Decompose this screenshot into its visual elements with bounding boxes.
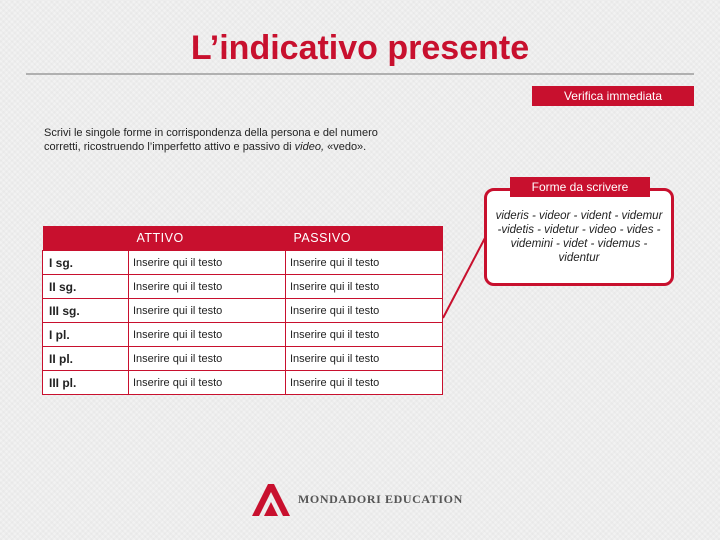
verifica-immediata-badge: Verifica immediata — [532, 86, 694, 106]
header-person — [43, 226, 129, 251]
logo-text: MONDADORI EDUCATION — [298, 492, 463, 506]
person-label: II sg. — [43, 275, 129, 299]
person-label: III sg. — [43, 299, 129, 323]
footer-logo — [250, 482, 480, 518]
attivo-input-placeholder[interactable]: Inserire qui il testo — [133, 280, 223, 293]
passivo-input-placeholder[interactable]: Inserire qui il testo — [290, 256, 380, 269]
forms-box — [484, 188, 674, 286]
instructions-line-2-suffix: «vedo». — [324, 141, 367, 153]
table-row — [43, 299, 443, 323]
passivo-cell[interactable] — [286, 299, 443, 323]
person-label: I sg. — [43, 251, 129, 275]
passivo-cell[interactable] — [286, 323, 443, 347]
passivo-input-placeholder[interactable]: Inserire qui il testo — [290, 376, 380, 389]
attivo-cell[interactable] — [129, 347, 286, 371]
attivo-cell[interactable] — [129, 371, 286, 395]
passivo-input-placeholder[interactable]: Inserire qui il testo — [290, 280, 380, 293]
attivo-input-placeholder[interactable]: Inserire qui il testo — [133, 304, 223, 317]
instructions-line-2-prefix: corretti, ricostruendo l’imperfetto attivo e passivo di — [44, 141, 295, 153]
attivo-cell[interactable] — [129, 275, 286, 299]
attivo-input-placeholder[interactable]: Inserire qui il testo — [133, 352, 223, 365]
title-divider — [26, 73, 694, 75]
attivo-cell[interactable] — [129, 251, 286, 275]
passivo-cell[interactable] — [286, 251, 443, 275]
forme-da-scrivere-badge: Forme da scrivere — [510, 177, 650, 197]
attivo-input-placeholder[interactable]: Inserire qui il testo — [133, 376, 223, 389]
passivo-input-placeholder[interactable]: Inserire qui il testo — [290, 352, 380, 365]
person-label: II pl. — [43, 347, 129, 371]
person-label: III pl. — [43, 371, 129, 395]
passivo-cell[interactable] — [286, 275, 443, 299]
attivo-cell[interactable] — [129, 323, 286, 347]
table-row — [43, 275, 443, 299]
header-attivo: ATTIVO — [129, 226, 286, 251]
passivo-input-placeholder[interactable]: Inserire qui il testo — [290, 328, 380, 341]
table-row — [43, 371, 443, 395]
forms-list: videris - videor - vident - videmur -videtis - videtur - video - vides - videmini - videt - videmus - videntur — [495, 210, 663, 264]
table-header-row — [43, 226, 443, 251]
person-label: I pl. — [43, 323, 129, 347]
table-row — [43, 347, 443, 371]
passivo-input-placeholder[interactable]: Inserire qui il testo — [290, 304, 380, 317]
attivo-input-placeholder[interactable]: Inserire qui il testo — [133, 328, 223, 341]
instructions-text — [44, 126, 444, 154]
attivo-cell[interactable] — [129, 299, 286, 323]
slide-title: L’indicativo presente — [190, 29, 530, 67]
header-passivo: PASSIVO — [286, 226, 443, 251]
passivo-cell[interactable] — [286, 371, 443, 395]
instructions-line-1: Scrivi le singole forme in corrispondenza della persona e del numero — [44, 127, 378, 139]
instructions-verb: video, — [294, 141, 325, 153]
mondadori-logo-icon — [250, 482, 294, 518]
passivo-cell[interactable] — [286, 347, 443, 371]
table-row — [43, 251, 443, 275]
attivo-input-placeholder[interactable]: Inserire qui il testo — [133, 256, 223, 269]
conjugation-table — [42, 226, 443, 395]
table-row — [43, 323, 443, 347]
